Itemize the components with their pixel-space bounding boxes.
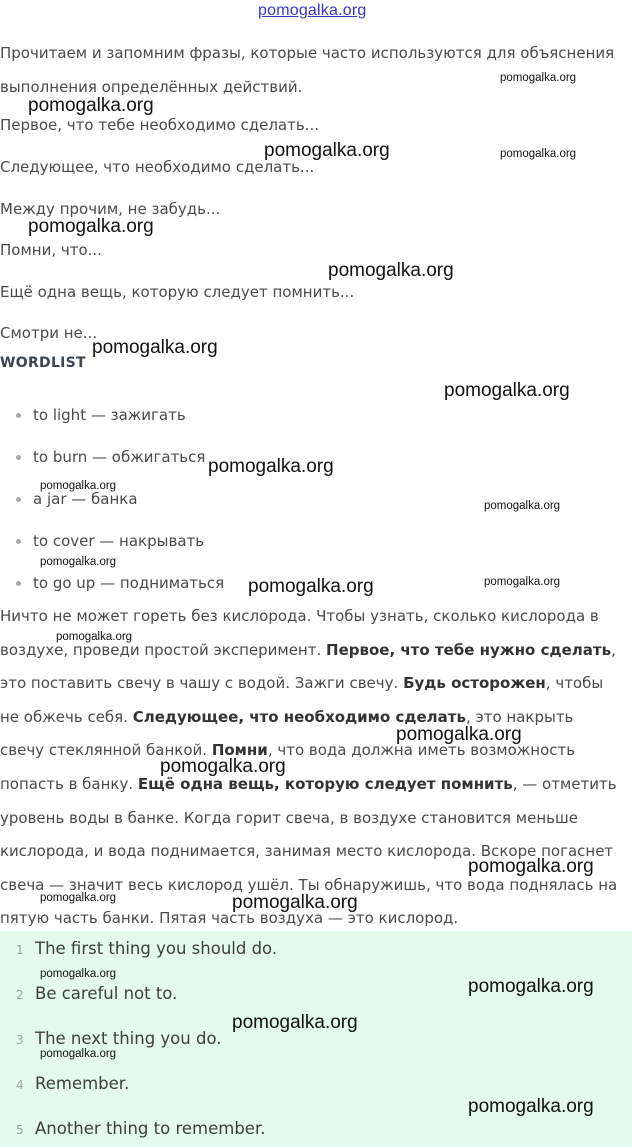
watermark: pomogalka.org [232, 892, 358, 913]
phrase-1: Первое, что тебе необходимо сделать... [0, 116, 319, 134]
exercise-item: 4 Remember. [16, 1074, 130, 1093]
watermark: pomogalka.org [40, 556, 117, 568]
watermark: pomogalka.org [444, 380, 570, 401]
watermark: pomogalka.org [248, 576, 374, 597]
key-phrase: Ещё одна вещь, которую следует помнить [137, 774, 513, 793]
watermark: pomogalka.org [40, 1048, 117, 1060]
wordlist-heading: WORDLIST [0, 355, 86, 371]
phrase-2: Следующее, что необходимо сделать... [0, 158, 315, 176]
phrase-5: Ещё одна вещь, которую следует помнить... [0, 283, 355, 301]
exercise-item: 3 The next thing you do. [16, 1029, 222, 1048]
watermark: pomogalka.org [208, 456, 334, 477]
watermark: pomogalka.org [56, 631, 133, 643]
watermark: pomogalka.org [484, 576, 561, 588]
watermark: pomogalka.org [468, 976, 594, 997]
watermark: pomogalka.org [468, 1096, 594, 1117]
watermark: pomogalka.org [160, 756, 286, 777]
intro-paragraph: Прочитаем и запомним фразы, которые часто используются для объяснения выполнения определённых действий. [0, 44, 615, 96]
experiment-text: Ничто не может гореть без кислорода. Чтобы узнать, сколько кислорода в воздухе, проведи простой эксперимент. Первое, что тебе нужно сделать, это поставить свечу в чашу с водой. Зажги свечу. Будь осторожен, чтобы не обжечь себя. Следующее, что необходимо сделать, это накрыть свечу стеклянной банкой. Помни, что вода должна иметь возможность попасть в банку. Ещё одна вещь, которую следует помнить, — отметить уровень воды в банке. Когда горит свеча, в воздухе становится меньше кислорода, и вода поднимается, занимая место кислорода. Вскоре погаснет свеча — значит весь кислород ушёл. Ты обнаружишь, что вода поднялась на пятую часть банки. Пятая часть воздуха — это кислород. [0, 607, 618, 928]
watermark: pomogalka.org [500, 148, 577, 160]
phrase-4: Помни, что... [0, 241, 102, 259]
watermark: pomogalka.org [468, 856, 594, 877]
bullet-icon [16, 581, 21, 586]
key-phrase: Будь осторожен [403, 674, 546, 693]
exercise-item: 2 Be careful not to. [16, 984, 178, 1003]
watermark: pomogalka.org [484, 500, 561, 512]
bullet-icon [16, 455, 21, 460]
bullet-icon [16, 413, 21, 418]
key-phrase: Первое, что тебе нужно сделать [326, 640, 612, 659]
watermark: pomogalka.org [92, 337, 218, 358]
wordlist-item: to light — зажигать [16, 406, 186, 424]
watermark: pomogalka.org [396, 724, 522, 745]
bullet-icon [16, 497, 21, 502]
wordlist-item: to burn — обжигаться [16, 448, 205, 466]
watermark: pomogalka.org [40, 892, 117, 904]
phrase-3: Между прочим, не забудь... [0, 200, 221, 218]
watermark: pomogalka.org [232, 1012, 358, 1033]
wordlist-item: to go up — подниматься [16, 574, 224, 592]
exercise-item: 1 The first thing you should do. [16, 939, 278, 958]
top-site-link[interactable]: pomogalka.org [258, 2, 367, 19]
watermark: pomogalka.org [264, 140, 390, 161]
wordlist-item: to cover — накрывать [16, 532, 204, 550]
watermark: pomogalka.org [328, 260, 454, 281]
exercise-item: 5 Another thing to remember. [16, 1119, 266, 1138]
watermark: pomogalka.org [28, 216, 154, 237]
watermark: pomogalka.org [28, 95, 154, 116]
watermark: pomogalka.org [40, 968, 117, 980]
watermark: pomogalka.org [500, 72, 577, 84]
watermark: pomogalka.org [40, 480, 117, 492]
bullet-icon [16, 539, 21, 544]
key-phrase: Следующее, что необходимо сделать [132, 707, 466, 726]
wordlist-item: a jar — банка [16, 490, 138, 508]
key-phrase: Помни [211, 741, 268, 760]
phrase-6: Смотри не... [0, 324, 98, 342]
